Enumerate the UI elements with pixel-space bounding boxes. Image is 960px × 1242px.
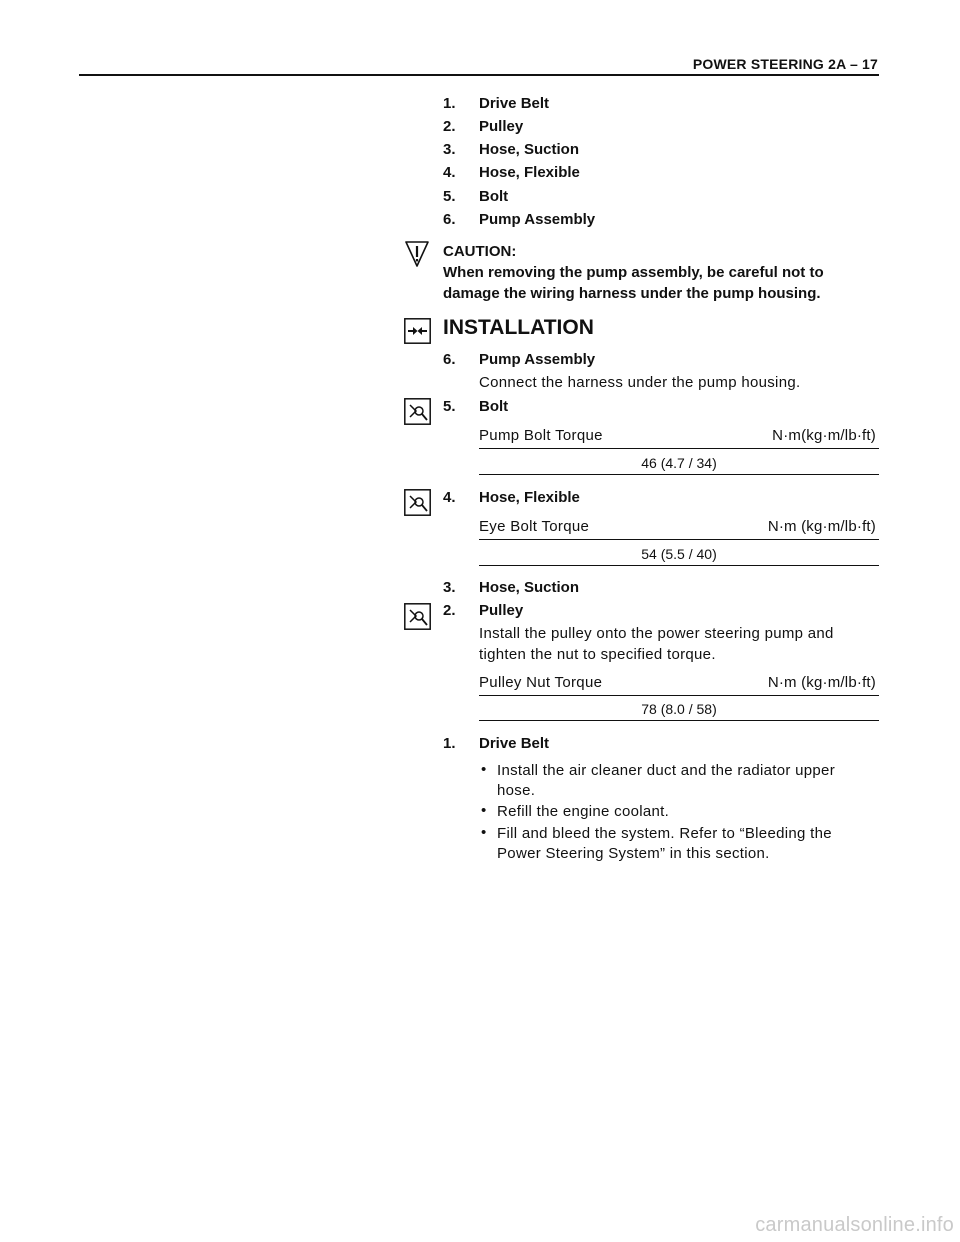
caution-title: CAUTION: (443, 243, 517, 260)
torque-table-rule (479, 448, 879, 449)
torque-spec-label: Pulley Nut Torque (479, 674, 603, 691)
step-label: Pulley (479, 602, 524, 619)
step-instruction-line: tighten the nut to specified torque. (479, 646, 716, 663)
parts-list-item-number: 3. (443, 141, 456, 158)
parts-list-item-number: 4. (443, 164, 456, 181)
bullet-text-line: Install the air cleaner duct and the radiator upper (497, 762, 835, 779)
bullet-text-line: Refill the engine coolant. (497, 803, 670, 820)
parts-list-item-label: Bolt (479, 188, 509, 205)
step-label: Pump Assembly (479, 351, 596, 368)
parts-list-item-number: 5. (443, 188, 456, 205)
bullet-marker: • (481, 802, 487, 819)
bullet-text-line: hose. (497, 782, 536, 799)
torque-wrench-icon (404, 398, 431, 425)
bullet-text-line: Power Steering System” in this section. (497, 845, 770, 862)
caution-text-line: damage the wiring harness under the pump housing. (443, 285, 821, 302)
installation-heading: INSTALLATION (443, 316, 594, 339)
parts-list-item-label: Pulley (479, 118, 524, 135)
bullet-text (497, 824, 877, 864)
step-number: 3. (443, 579, 456, 596)
parts-list-item-number: 1. (443, 95, 456, 112)
torque-spec-label: Eye Bolt Torque (479, 518, 590, 535)
torque-spec-label: Pump Bolt Torque (479, 427, 603, 444)
step-instruction: Connect the harness under the pump housing. (479, 374, 801, 391)
step-instruction-line: Install the pulley onto the power steering pump and (479, 625, 834, 642)
page-header-title: POWER STEERING 2A – 17 (692, 56, 878, 72)
step-label: Hose, Suction (479, 579, 580, 596)
step-label: Drive Belt (479, 735, 550, 752)
parts-list-item-label: Hose, Suction (479, 141, 580, 158)
torque-spec-value: 78 (8.0 / 58) (641, 701, 717, 717)
torque-spec-value: 54 (5.5 / 40) (641, 546, 717, 562)
torque-wrench-icon (404, 603, 431, 630)
watermark-link[interactable]: carmanualsonline.info (755, 1214, 954, 1236)
torque-spec-unit: N·m (kg·m/lb·ft) (767, 518, 876, 535)
parts-list-item-label: Hose, Flexible (479, 164, 580, 181)
parts-list-item-label: Pump Assembly (479, 211, 596, 228)
torque-table-rule (479, 695, 879, 696)
parts-list-item-number: 2. (443, 118, 456, 135)
arrows-inward-icon (404, 318, 431, 344)
parts-list-item-label: Drive Belt (479, 95, 550, 112)
header-rule (79, 74, 879, 76)
torque-spec-value: 46 (4.7 / 34) (641, 455, 717, 471)
step-label: Bolt (479, 398, 509, 415)
torque-spec-unit: N·m (kg·m/lb·ft) (767, 674, 876, 691)
step-number: 5. (443, 398, 456, 415)
warning-triangle-icon (405, 241, 429, 267)
torque-table-rule (479, 539, 879, 540)
step-instruction (479, 623, 879, 665)
torque-table-rule (479, 720, 879, 721)
torque-table-rule (479, 565, 879, 566)
step-label: Hose, Flexible (479, 489, 580, 506)
torque-table-rule (479, 474, 879, 475)
step-number: 1. (443, 735, 456, 752)
step-number: 4. (443, 489, 456, 506)
bullet-marker: • (481, 824, 487, 841)
step-number: 2. (443, 602, 456, 619)
caution-text-line: When removing the pump assembly, be careful not to (443, 264, 824, 281)
bullet-text (497, 761, 877, 801)
caution-box (443, 241, 879, 304)
bullet-text-line: Fill and bleed the system. Refer to “Bleeding the (497, 825, 832, 842)
bullet-marker: • (481, 761, 487, 778)
step-number: 6. (443, 351, 456, 368)
torque-spec-unit: N·m(kg·m/lb·ft) (772, 427, 876, 444)
parts-list-item-number: 6. (443, 211, 456, 228)
bullet-text (497, 802, 877, 822)
torque-wrench-icon (404, 489, 431, 516)
